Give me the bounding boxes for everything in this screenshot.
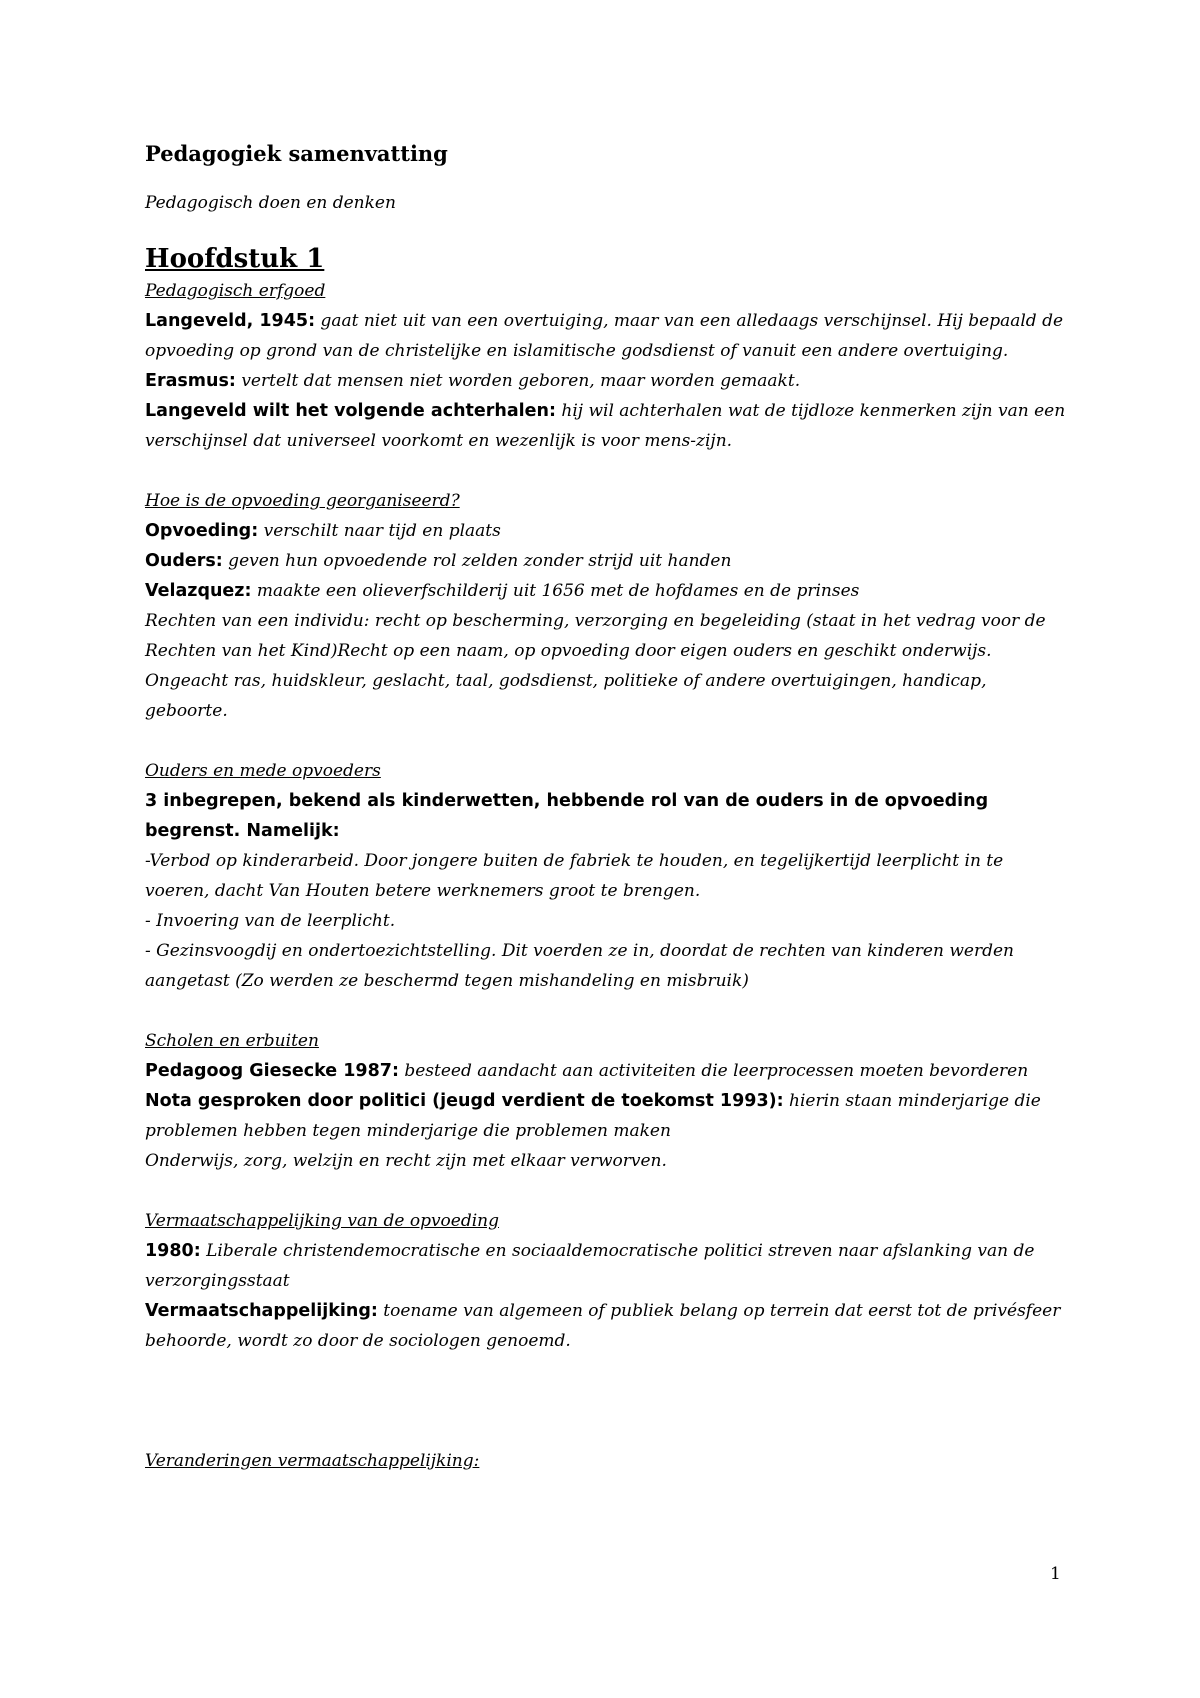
paragraph-text: - Gezinsvoogdij en ondertoezichtstelling. Dit voerden ze in, doordat de rechten van kinderen werden aangetast (Zo werden ze beschermd tegen mishandeling en misbruik) bbox=[145, 941, 1014, 991]
section-scholen-en-erbuiten bbox=[145, 1026, 1070, 1176]
paragraph-lead: Langeveld wilt het volgende achterhalen: bbox=[145, 401, 556, 421]
paragraph bbox=[145, 1146, 1070, 1176]
section-vermaatschappelijking bbox=[145, 1206, 1070, 1356]
section-veranderingen-vermaatschappelijking bbox=[145, 1446, 1070, 1476]
paragraph bbox=[145, 846, 1070, 906]
paragraph-text: Rechten van een individu: recht op bescherming, verzorging en begeleiding (staat in het vedrag voor de Rechten van het Kind)Recht op een naam, op opvoeding door eigen ouders en geschikt onderwijs. Ongeacht ras, huidskleur, geslacht, taal, godsdienst, politieke of andere overtuigingen, handicap, geboorte. bbox=[145, 611, 1046, 721]
paragraph-text: Liberale christendemocratische en sociaaldemocratische politici streven naar afslanking van de verzorgingsstaat bbox=[145, 1241, 1035, 1291]
paragraph-text: gaat niet uit van een overtuiging, maar van een alledaags verschijnsel. Hij bepaald de opvoeding op grond van de christelijke en islamitische godsdienst of vanuit een andere overtuiging. bbox=[145, 311, 1064, 361]
paragraph bbox=[145, 1086, 1070, 1146]
paragraph-lead: Ouders: bbox=[145, 551, 223, 571]
document-page bbox=[145, 140, 1070, 1506]
paragraph-text: besteed aandacht aan activiteiten die leerprocessen moeten bevorderen bbox=[398, 1061, 1029, 1081]
section-title: Veranderingen vermaatschappelijking: bbox=[145, 1451, 480, 1471]
document-subtitle: Pedagogisch doen en denken bbox=[145, 193, 396, 213]
paragraph bbox=[145, 396, 1070, 456]
paragraph-text: geven hun opvoedende rol zelden zonder strijd uit handen bbox=[222, 551, 732, 571]
paragraph bbox=[145, 546, 1070, 576]
section-title: Vermaatschappelijking van de opvoeding bbox=[145, 1211, 500, 1231]
paragraph bbox=[145, 906, 1070, 936]
paragraph-text: vertelt dat mensen niet worden geboren, maar worden gemaakt. bbox=[235, 371, 801, 391]
section-title: Scholen en erbuiten bbox=[145, 1031, 319, 1051]
paragraph-lead: Pedagoog Giesecke 1987: bbox=[145, 1061, 399, 1081]
paragraph bbox=[145, 576, 1070, 606]
paragraph bbox=[145, 1056, 1070, 1086]
chapter-heading: Hoofdstuk 1 bbox=[145, 244, 325, 274]
paragraph-lead: Erasmus: bbox=[145, 371, 236, 391]
paragraph-lead: 3 inbegrepen, bekend als kinderwetten, hebbende rol van de ouders in de opvoeding begrenst. Namelijk: bbox=[145, 791, 989, 841]
section-opvoeding-georganiseerd bbox=[145, 486, 1070, 726]
paragraph-text: Onderwijs, zorg, welzijn en recht zijn met elkaar verworven. bbox=[145, 1151, 667, 1171]
section-title: Pedagogisch erfgoed bbox=[145, 281, 326, 301]
paragraph-text: hij wil achterhalen wat de tijdloze kenmerken zijn van een verschijnsel dat universeel voorkomt en wezenlijk is voor mens-zijn. bbox=[145, 401, 1066, 451]
paragraph-text: maakte een olieverfschilderij uit 1656 met de hofdames en de prinses bbox=[251, 581, 860, 601]
paragraph bbox=[145, 606, 1070, 726]
paragraph-lead: Opvoeding: bbox=[145, 521, 259, 541]
paragraph bbox=[145, 786, 1070, 846]
section-ouders-en-mede-opvoeders bbox=[145, 756, 1070, 996]
paragraph-text: hierin staan minderjarige die problemen hebben tegen minderjarige die problemen maken bbox=[145, 1091, 1041, 1141]
paragraph-text: toename van algemeen of publiek belang op terrein dat eerst tot de privésfeer behoorde, wordt zo door de sociologen genoemd. bbox=[145, 1301, 1061, 1351]
paragraph-lead: Langeveld, 1945: bbox=[145, 311, 316, 331]
paragraph-lead: Nota gesproken door politici (jeugd verdient de toekomst 1993): bbox=[145, 1091, 784, 1111]
paragraph-lead: Velazquez: bbox=[145, 581, 252, 601]
page-number: 1 bbox=[1050, 1564, 1061, 1584]
document-title: Pedagogiek samenvatting bbox=[145, 141, 448, 166]
section-title: Ouders en mede opvoeders bbox=[145, 761, 381, 781]
paragraph-text: -Verbod op kinderarbeid. Door jongere buiten de fabriek te houden, en tegelijkertijd leerplicht in te voeren, dacht Van Houten betere werknemers groot te brengen. bbox=[145, 851, 1004, 901]
paragraph-text: verschilt naar tijd en plaats bbox=[258, 521, 501, 541]
paragraph bbox=[145, 306, 1070, 366]
paragraph-lead: Vermaatschappelijking: bbox=[145, 1301, 378, 1321]
paragraph bbox=[145, 1296, 1070, 1356]
paragraph-text: - Invoering van de leerplicht. bbox=[145, 911, 396, 931]
paragraph bbox=[145, 1236, 1070, 1296]
paragraph-lead: 1980: bbox=[145, 1241, 201, 1261]
paragraph bbox=[145, 366, 1070, 396]
paragraph bbox=[145, 516, 1070, 546]
paragraph bbox=[145, 936, 1070, 996]
section-title: Hoe is de opvoeding georganiseerd? bbox=[145, 491, 460, 511]
section-pedagogisch-erfgoed bbox=[145, 276, 1070, 456]
